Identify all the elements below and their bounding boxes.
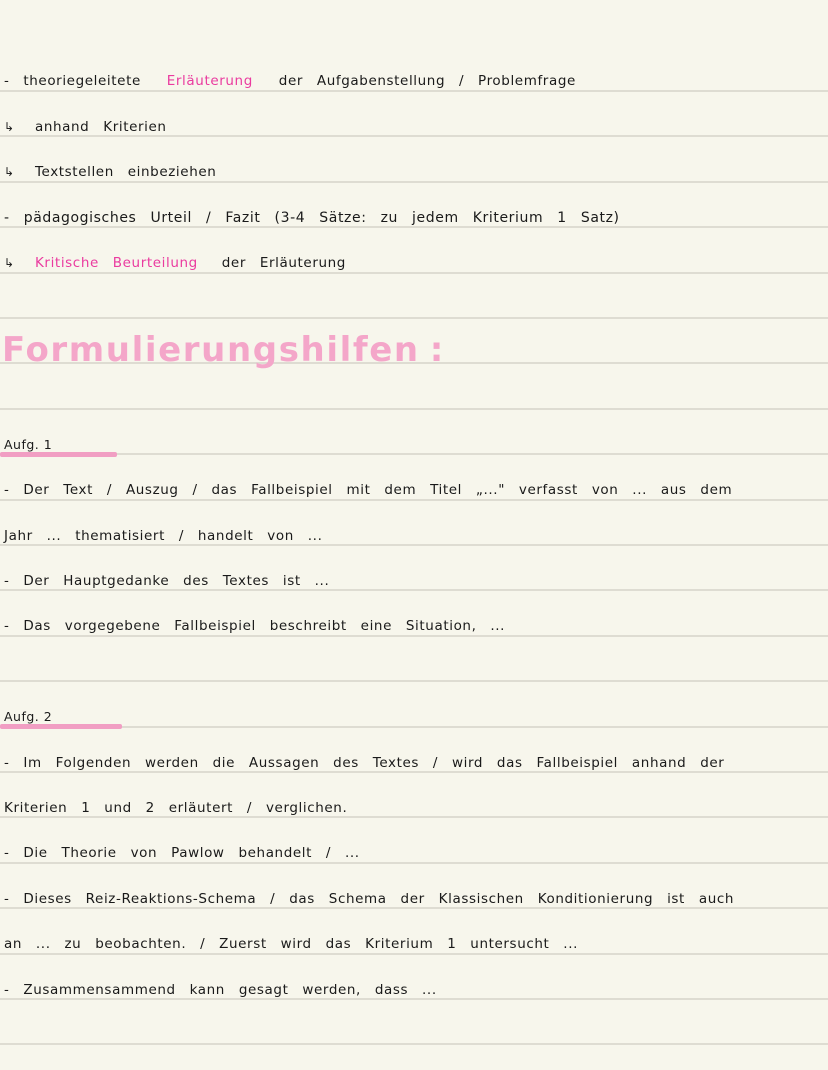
ruled-line [0,90,828,92]
ruled-line [0,1043,828,1045]
section-2-line-5: an ... zu beobachten. / Zuerst wird das Kriterium 1 untersucht ... [4,936,578,952]
ruled-line [0,408,828,410]
section-1-line-2: Jahr ... thematisiert / handelt von ... [4,528,323,544]
section-1-line-1: - Der Text / Auszug / das Fallbeispiel mit dem Titel „..." verfasst von ... aus dem [4,482,733,498]
section-1-line-3: - Der Hauptgedanke des Textes ist ... [4,573,330,589]
intro-line-1-suffix: der Aufgabenstellung / Problemfrage [278,73,576,89]
ruled-line [0,499,828,501]
ruled-line [0,317,828,319]
return-arrow-icon: ↳ [4,256,14,270]
intro-line-3-text: Textstellen einbeziehen [34,164,217,180]
intro-line-5-suffix: der Erläuterung [221,255,346,271]
section-2-line-3: - Die Theorie von Pawlow behandelt / ... [4,845,360,861]
ruled-line [0,862,828,864]
ruled-line [0,272,828,274]
section-2-line-1: - Im Folgenden werden die Aussagen des Textes / wird das Fallbeispiel anhand der [4,755,725,771]
highlight-erlaeuterung: Erläuterung [166,73,253,89]
ruled-line [0,953,828,955]
page-title [2,330,445,370]
section-2-highlight-bar [0,724,122,729]
page-title-text: Formulierungshilfen [2,330,420,370]
section-2-line-6: - Zusammensammend kann gesagt werden, dass ... [4,982,437,998]
ruled-line [0,181,828,183]
section-2-line-2: Kriterien 1 und 2 erläutert / verglichen. [4,800,348,816]
intro-line-3 [4,163,828,181]
ruled-line [0,635,828,637]
ruled-line [0,453,828,455]
intro-line-4 [4,209,828,227]
highlight-kritische-beurteilung: Kritische Beurteilung [34,255,198,271]
intro-line-5 [4,254,828,272]
intro-line-4-text: - pädagogisches Urteil / Fazit (3-4 Sätze: zu jedem Kriterium 1 Satz) [4,210,620,226]
intro-line-1 [4,72,828,90]
section-1-label: Aufg. 1 [4,437,53,452]
intro-line-2-text: anhand Kriterien [34,119,167,135]
return-arrow-icon: ↳ [4,120,14,134]
section-1-highlight-bar [0,452,117,457]
intro-line-1-prefix: - theoriegeleitete [4,73,141,89]
section-2-line-4: - Dieses Reiz-Reaktions-Schema / das Schema der Klassischen Konditionierung ist auch [4,891,735,907]
section-1-line-4: - Das vorgegebene Fallbeispiel beschreibt eine Situation, ... [4,618,506,634]
section-2-label: Aufg. 2 [4,709,53,724]
intro-line-2 [4,118,828,136]
page-title-colon: : [429,330,445,370]
ruled-line [0,680,828,682]
ruled-line [0,726,828,728]
return-arrow-icon: ↳ [4,165,14,179]
